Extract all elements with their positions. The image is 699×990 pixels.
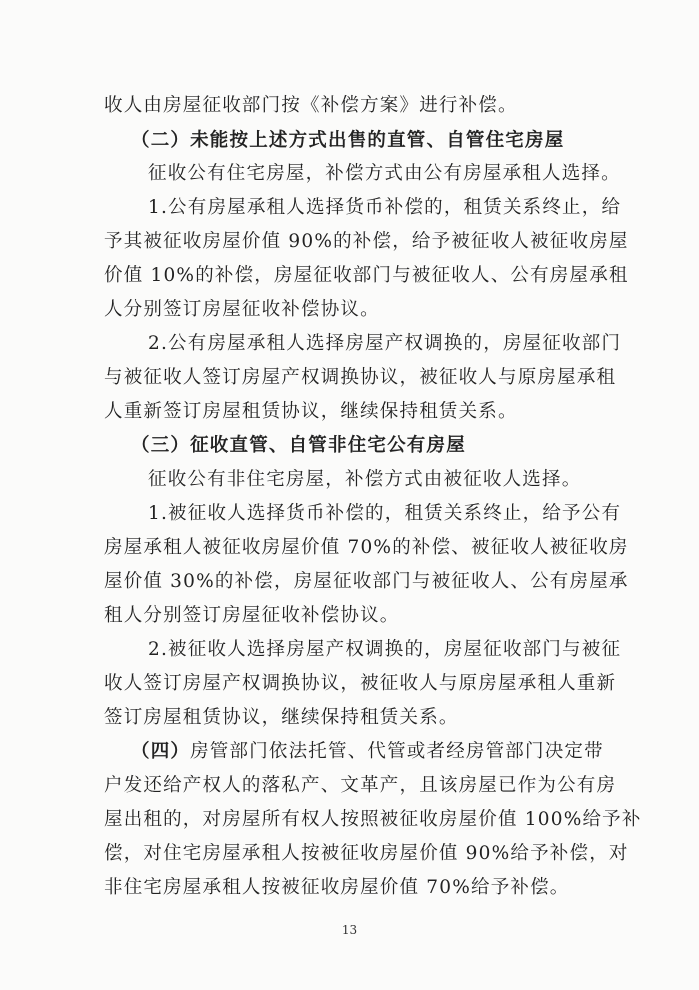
- text-line: 征收公有住宅房屋，补偿方式由公有房屋承租人选择。: [148, 163, 621, 184]
- text-line: （三）征收直管、自管非住宅公有房屋: [131, 435, 466, 456]
- text-line: 户发还给产权人的落私产、文革产，且该房屋已作为公有房: [104, 775, 617, 796]
- text-line: 人分别签订房屋征收补偿协议。: [104, 299, 380, 320]
- text-line: [131, 735, 699, 769]
- text-line: 屋出租的，对房屋所有权人按照被征收房屋价值 100%给予补: [104, 809, 642, 830]
- text-line: 租人分别签订房屋征收补偿协议。: [104, 605, 400, 626]
- text-line: 签订房屋租赁协议，继续保持租赁关系。: [104, 707, 459, 728]
- text-line: 屋价值 30%的补偿，房屋征收部门与被征收人、公有房屋承: [104, 571, 629, 592]
- text-line: 价值 10%的补偿，房屋征收部门与被征收人、公有房屋承租: [104, 265, 629, 286]
- text-line: 收人签订房屋产权调换协议，被征收人与原房屋承租人重新: [104, 673, 617, 694]
- text-line: 2.被征收人选择房屋产权调换的，房屋征收部门与被征: [148, 639, 622, 660]
- text-line: 与被征收人签订房屋产权调换协议，被征收人与原房屋承租: [104, 367, 617, 388]
- text-line: （二）未能按上述方式出售的直管、自管住宅房屋: [131, 130, 565, 151]
- text-line: 1.公有房屋承租人选择货币补偿的，租赁关系终止，给: [148, 197, 622, 218]
- text-line: 收人由房屋征收部门按《补偿方案》进行补偿。: [104, 95, 518, 116]
- text-line: 征收公有非住宅房屋，补偿方式由被征收人选择。: [148, 469, 582, 490]
- text-line: 偿，对住宅房屋承租人按被征收房屋价值 90%给予补偿，对: [104, 843, 629, 864]
- section-text: 房管部门依法托管、代管或者经房管部门决定带: [190, 741, 604, 762]
- page-number: 13: [341, 923, 358, 937]
- text-line: 非住宅房屋承租人按被征收房屋价值 70%给予补偿。: [104, 877, 570, 898]
- text-line: 予其被征收房屋价值 90%的补偿，给予被征收人被征收房屋: [104, 231, 629, 252]
- text-line: 2.公有房屋承租人选择房屋产权调换的，房屋征收部门: [148, 333, 622, 354]
- text-line: 房屋承租人被征收房屋价值 70%的补偿、被征收人被征收房: [104, 537, 629, 558]
- section-marker: （四）: [131, 741, 191, 762]
- text-line: 人重新签订房屋租赁协议，继续保持租赁关系。: [104, 401, 518, 422]
- text-line: 1.被征收人选择货币补偿的，租赁关系终止，给予公有: [148, 503, 622, 524]
